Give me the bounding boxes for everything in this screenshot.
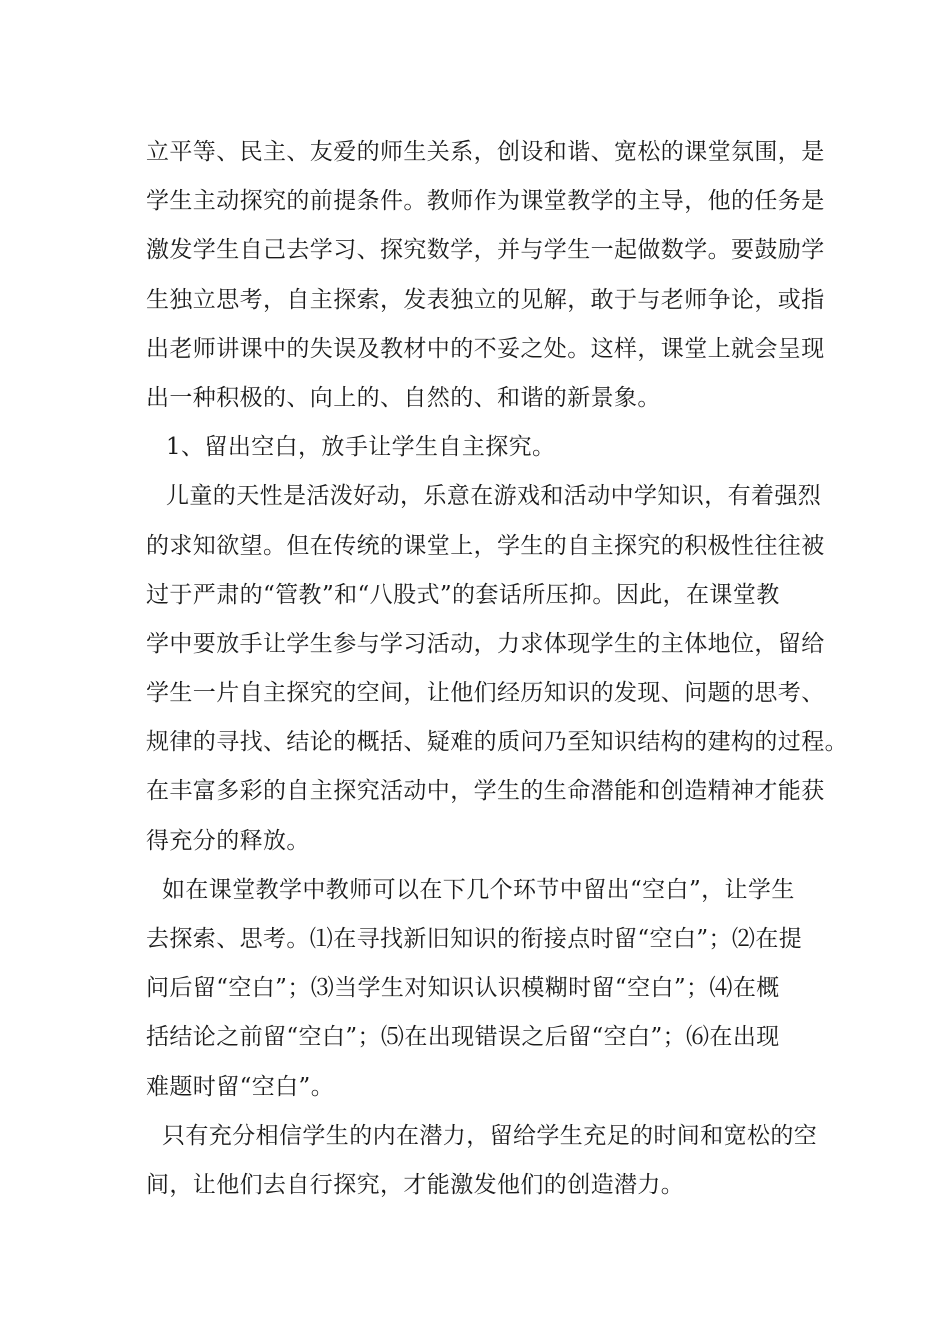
text-line: 在丰富多彩的自主探究活动中，学生的生命潜能和创造精神才能获 xyxy=(146,778,825,805)
text-line: 括结论之前留“空白”；⑸在出现错误之后留“空白”；⑹在出现 xyxy=(146,1024,780,1051)
text-line: 出一种积极的、向上的、自然的、和谐的新景象。 xyxy=(146,384,661,411)
text-line: 难题时留“空白”。 xyxy=(146,1073,335,1100)
text-line: 过于严肃的“管教”和“八股式”的套话所压抑。因此，在课堂教 xyxy=(146,581,780,608)
text-line: 间，让他们去自行探究，才能激发他们的创造潜力。 xyxy=(146,1171,685,1198)
text-line: 立平等、民主、友爱的师生关系，创设和谐、宽松的课堂氛围，是 xyxy=(146,139,825,165)
text-line: 问后留“空白”；⑶当学生对知识认识模糊时留“空白”；⑷在概 xyxy=(146,975,780,1002)
section-heading-leave-blank xyxy=(146,423,816,472)
text-line: 儿童的天性是活泼好动，乐意在游戏和活动中学知识，有着强烈 xyxy=(166,483,822,510)
document-body xyxy=(146,128,848,1210)
text-line: 激发学生自己去学习、探究数学，并与学生一起做数学。要鼓励学 xyxy=(146,237,825,264)
text-line: 学中要放手让学生参与学习活动，力求体现学生的主体地位，留给 xyxy=(146,630,825,657)
text-line: 的求知欲望。但在传统的课堂上，学生的自主探究的积极性往往被 xyxy=(146,532,825,559)
paragraph-child-nature xyxy=(146,472,848,866)
text-line: 生独立思考，自主探索，发表独立的见解，敢于与老师争论，或指 xyxy=(146,286,825,313)
text-line: 去探索、思考。⑴在寻找新旧知识的衔接点时留“空白”；⑵在提 xyxy=(146,926,803,952)
section-heading: 1、留出空白，放手让学生自主探究。 xyxy=(166,434,556,461)
paragraph-teacher-student-relationship xyxy=(146,128,825,423)
paragraph-conclusion xyxy=(146,1112,816,1210)
text-line: 学生主动探究的前提条件。教师作为课堂教学的主导，他的任务是 xyxy=(146,188,825,215)
paragraph-blank-moments xyxy=(146,866,816,1112)
text-line: 如在课堂教学中教师可以在下几个环节中留出“空白”，让学生 xyxy=(162,876,795,903)
text-line: 只有充分相信学生的内在潜力，留给学生充足的时间和宽松的空 xyxy=(162,1122,818,1149)
text-line: 得充分的释放。 xyxy=(146,827,310,854)
text-line: 规律的寻找、结论的概括、疑难的质问乃至知识结构的建构的过程。 xyxy=(146,729,848,756)
text-line: 出老师讲课中的失误及教材中的不妥之处。这样，课堂上就会呈现 xyxy=(146,335,825,362)
text-line: 学生一片自主探究的空间，让他们经历知识的发现、问题的思考、 xyxy=(146,680,825,707)
